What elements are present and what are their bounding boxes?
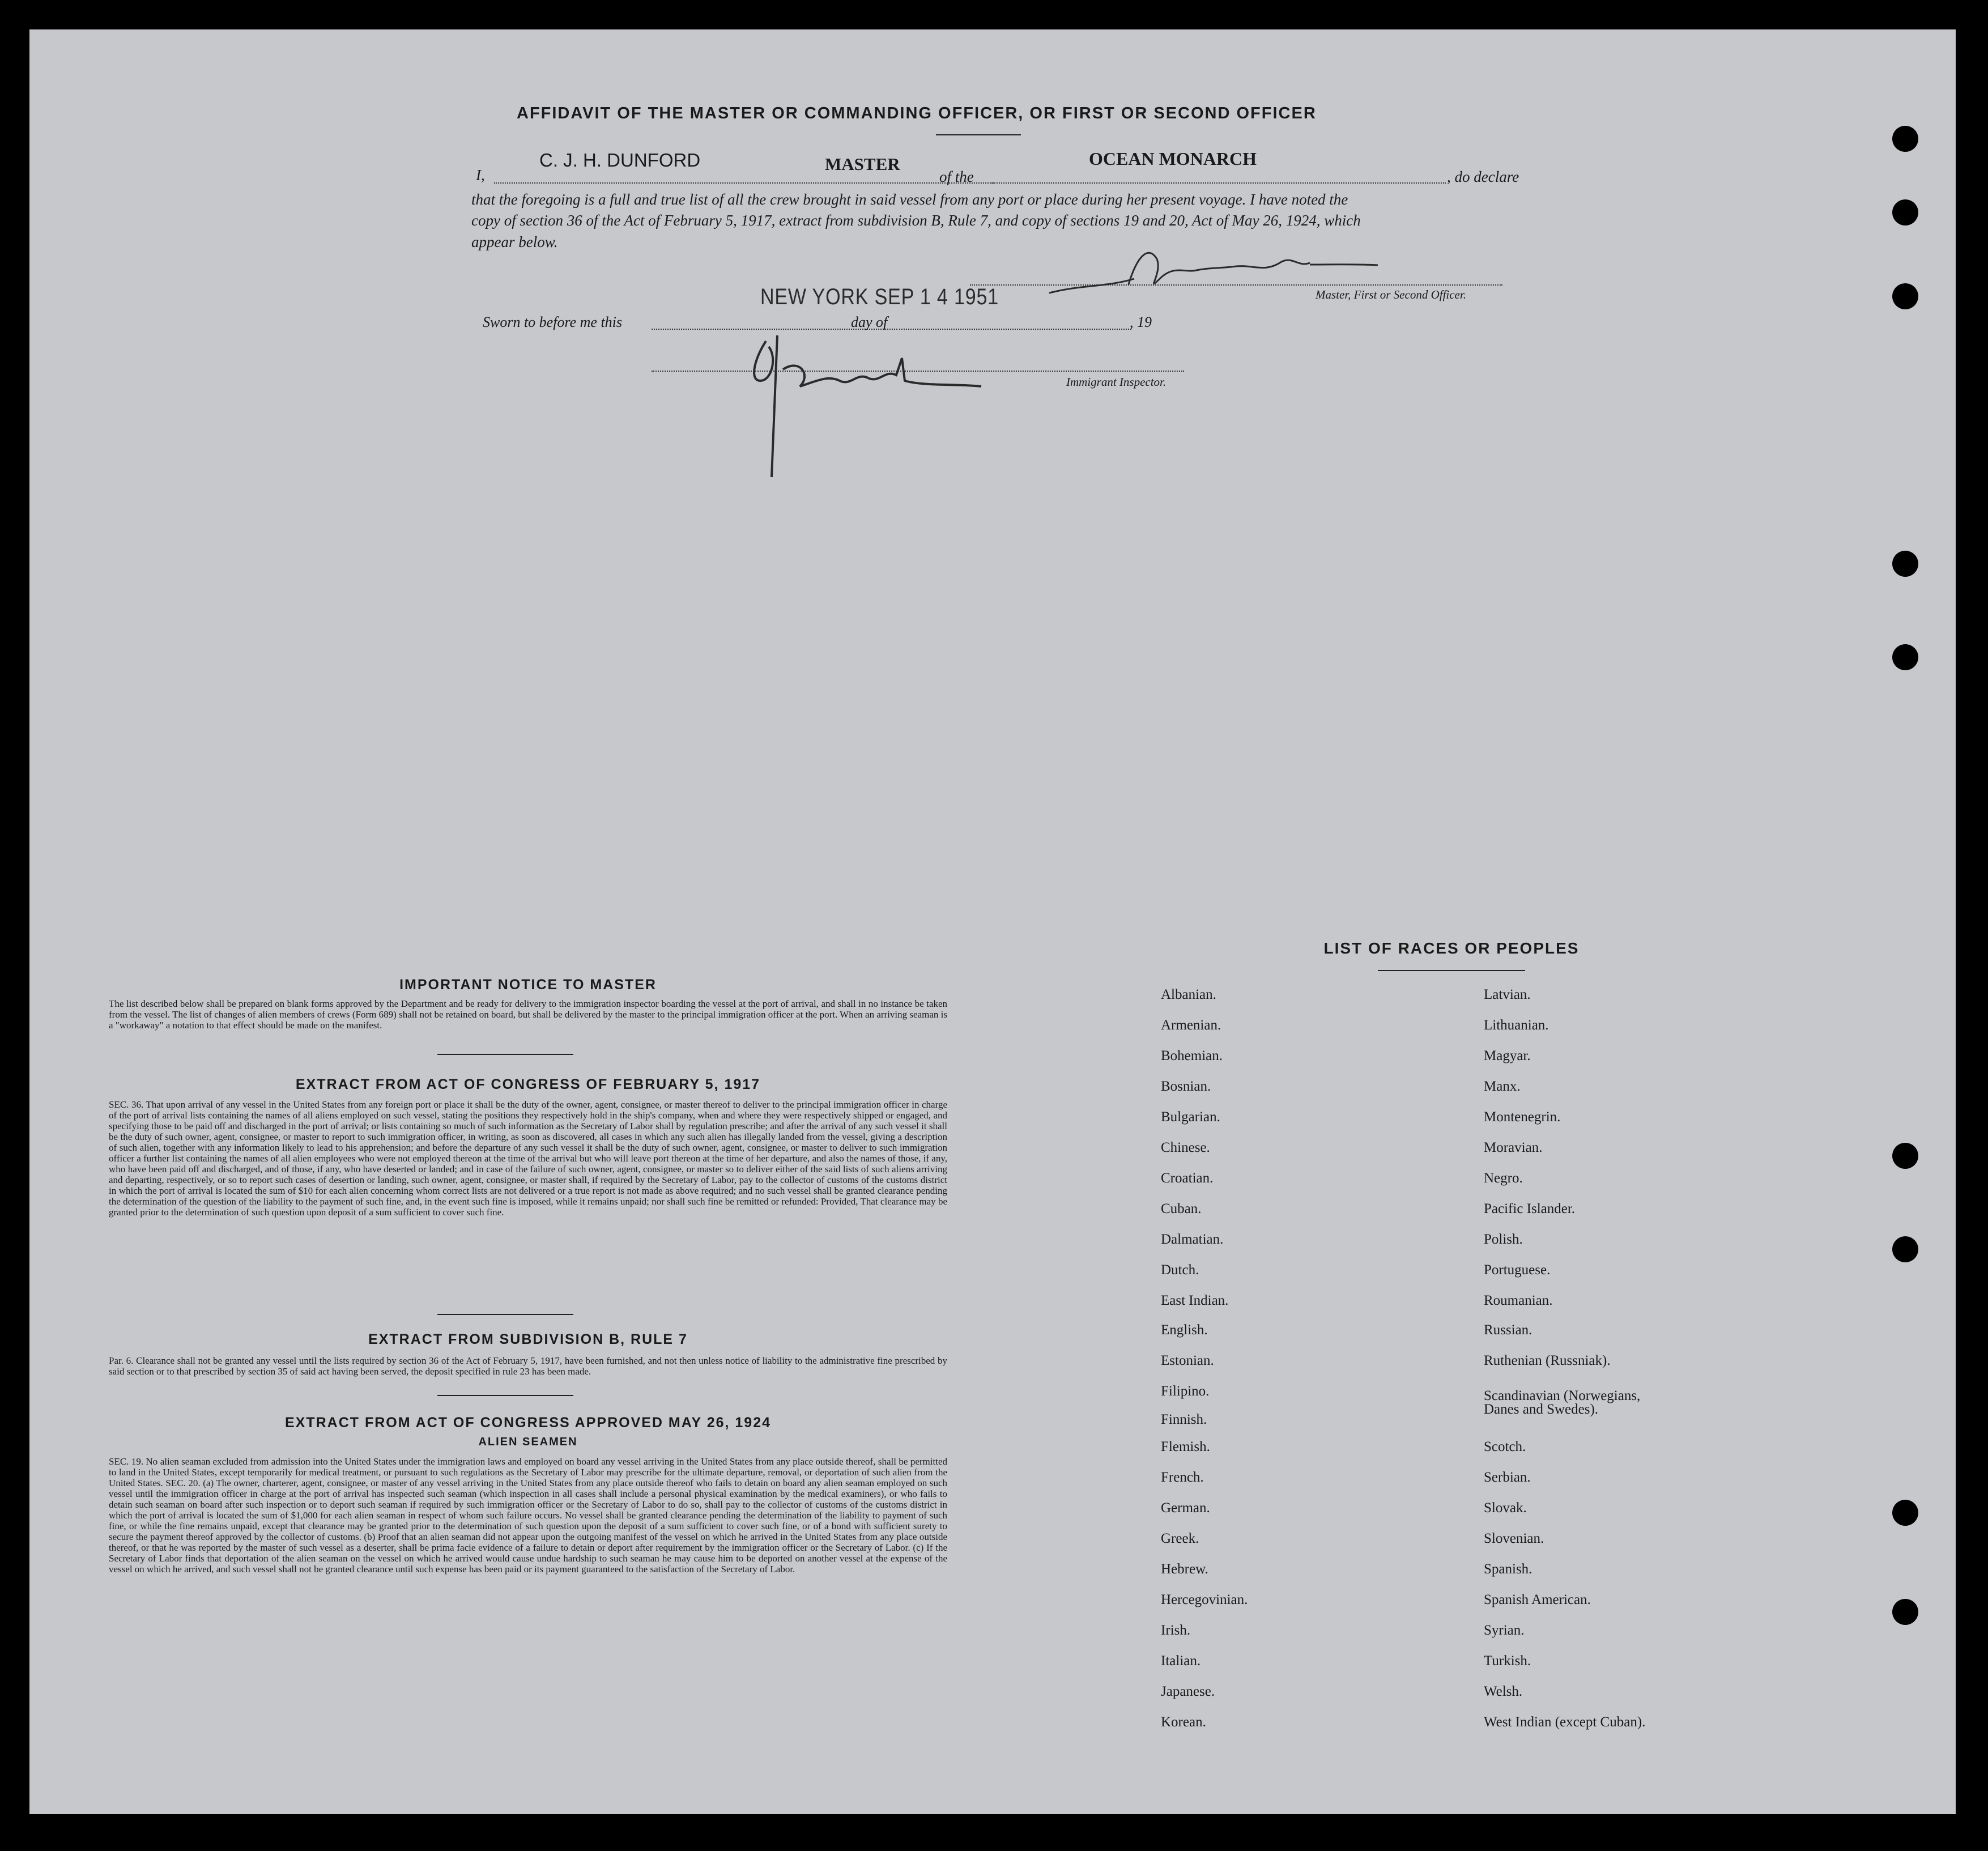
- race-left-item: Croatian.: [1161, 1171, 1214, 1186]
- race-left-item: Hebrew.: [1161, 1561, 1208, 1577]
- race-right-item: Pacific Islander.: [1484, 1201, 1576, 1216]
- race-left-item: German.: [1161, 1500, 1210, 1516]
- vessel-name[interactable]: OCEAN MONARCH: [1089, 148, 1257, 169]
- punch-hole: [1892, 283, 1918, 309]
- date-stamp: NEW YORK SEP 1 4 1951: [760, 284, 999, 309]
- inspector-signature[interactable]: [743, 324, 1004, 483]
- rule7-text: Par. 6. Clearance shall not be granted any vessel until the lists required by section 36 of the Act of February 5, 1917, have been furnished, and not then unless notice of liability to the administrative fine prescribed by said section or to that prescribed by section 35 of said act having been served, the deposit specified in rule 23 has been made.: [109, 1355, 947, 1377]
- race-right-item: Spanish American.: [1484, 1592, 1591, 1607]
- race-right-item: Polish.: [1484, 1232, 1523, 1247]
- punch-hole: [1892, 644, 1918, 670]
- name-dotline: [494, 182, 993, 184]
- master-name[interactable]: C. J. H. DUNFORD: [539, 150, 701, 171]
- extract1917-text: SEC. 36. That upon arrival of any vessel in the United States from any foreign port or place it shall be the duty of the owner, agent, consignee, or master thereof to deliver to the principal immigration officer in charge of the port of arrival lists containing the names of all aliens employed on such vessel, stating the positions they respectively hold in the ship's company, when and where they were respectively shipped or engaged, and specifying those to be paid off and discharged in the port of arrival; or lists containing so much of such information as the Secretary of Labor shall by regulation prescribe; and after the arrival of any such vessel it shall be the duty of such owner, agent, consignee, or master to report to such immigration officer, in writing, as soon as discovered, all cases in which any such alien has illegally landed from the vessel, giving a description of such alien, together with any information likely to lead to his apprehension; and before the departure of any such vessel it shall be the duty of such owner, agent, consignee, or master to deliver to such immigration officer a further list containing the names of all alien employees who were not employed thereon at the time of the arrival but who will leave port thereon at the time of her departure, and also the names of those, if any, who have been paid off and discharged, and of those, if any, who have deserted or landed; and in case of the failure of such owner, agent, consignee, or master so to deliver either of the said lists of such aliens arriving and departing, respectively, or so to report such cases of desertion or landing, such owner, agent, consignee, or master shall, if required by the Secretary of Labor, pay to the collector of customs of the customs district in which the port of arrival is located the sum of $10 for each alien concerning whom correct lists are not delivered or a true report is not made as above required; and no such vessel shall be granted clearance pending the determination of the question of the liability to the payment of such fine, and, in the event such fine is imposed, while it remains unpaid; nor shall such fine be remitted or refunded: Provided, That clearance may be granted prior to the determination of such question upon deposit of a sum sufficient to cover such fine.: [109, 1099, 947, 1218]
- race-left-item: Estonian.: [1161, 1353, 1214, 1368]
- race-left-item: Finnish.: [1161, 1412, 1207, 1427]
- section-rule: [437, 1395, 573, 1396]
- punch-hole: [1892, 126, 1918, 152]
- punch-hole: [1892, 551, 1918, 577]
- race-left-item: Cuban.: [1161, 1201, 1202, 1216]
- sworn-prefix: Sworn to before me this: [483, 314, 623, 330]
- extract1924-text: SEC. 19. No alien seaman excluded from admission into the United States under the immigration laws and employed on board any vessel arriving in the United States from any place outside thereof, shall be permitted to land in the United States, except temporarily for medical treatment, or pursuant to such regulations as the Secretary of Labor may prescribe for the ultimate departure, removal, or deportation of such alien from the United States. SEC. 20. (a) The owner, charterer, agent, consignee, or master of any vessel arriving in the United States from any place outside thereof who fails to detain on board any alien seaman employed on such vessel until the immigration officer in charge at the port of arrival has inspected such seaman (which inspection in all cases shall include a personal physical examination by the medical examiners), or who fails to detain such seaman on board after such inspection or to deport such seaman if required by such immigration officer or the Secretary of Labor to do so, shall pay to the collector of customs of the customs district in which the port of arrival is located the sum of $1,000 for each alien seaman in respect of whom such failure occurs. No vessel shall be granted clearance pending the determination of the liability to payment of such fine, or while the fine remains unpaid, except that clearance may be granted prior to the determination of such question upon the deposit of a sum sufficient to cover such fine, or of a bond with sufficient surety to secure the payment thereof approved by the collector of customs. (b) Proof that an alien seaman did not appear upon the outgoing manifest of the vessel on which he arrived in the United States from any place outside thereof, or that he was reported by the master of such vessel as a deserter, shall be prima facie evidence of a failure to detain or deport after requirement by the immigration officer or the Secretary of Labor. (c) If the Secretary of Labor finds that deportation of the alien seaman on the vessel on which he arrived would cause undue hardship to such seaman he may cause him to be deported on another vessel at the expense of the vessel on which he arrived, and such vessel shall not be granted clearance until such expense has been paid or its payment guaranteed to the satisfaction of the Secretary of Labor.: [109, 1456, 947, 1575]
- master-caption: Master, First or Second Officer.: [1316, 288, 1466, 301]
- race-left-item: Filipino.: [1161, 1384, 1210, 1399]
- inspector-signature-line: [652, 371, 1184, 372]
- race-right-item: Manx.: [1484, 1079, 1521, 1094]
- race-left-item: Hercegovinian.: [1161, 1592, 1248, 1607]
- race-right-item: Moravian.: [1484, 1140, 1543, 1155]
- race-right-item: Turkish.: [1484, 1653, 1531, 1669]
- section-rule: [437, 1054, 573, 1055]
- race-left-item: Italian.: [1161, 1653, 1201, 1669]
- race-left-item: Irish.: [1161, 1623, 1191, 1638]
- race-right-item: Montenegrin.: [1484, 1109, 1561, 1125]
- race-right-item: Portuguese.: [1484, 1262, 1551, 1278]
- races-rule: [1378, 970, 1525, 971]
- vessel-dotline: [993, 182, 1446, 184]
- inspector-caption: Immigrant Inspector.: [1066, 375, 1167, 389]
- punch-hole: [1892, 1599, 1918, 1625]
- section-rule: [437, 1314, 573, 1315]
- punch-hole: [1892, 1236, 1918, 1262]
- punch-hole: [1892, 1143, 1918, 1169]
- race-right-item: Latvian.: [1484, 987, 1531, 1002]
- race-right-item: Scotch.: [1484, 1439, 1526, 1454]
- affidavit-title: AFFIDAVIT OF THE MASTER OR COMMANDING OFFICER, OR FIRST OR SECOND OFFICER: [517, 104, 1317, 122]
- notice-title: IMPORTANT NOTICE TO MASTER: [399, 977, 657, 993]
- races-title: LIST OF RACES OR PEOPLES: [1323, 939, 1580, 957]
- race-right-item: Welsh.: [1484, 1684, 1523, 1699]
- day-of-label: day of: [851, 314, 888, 330]
- race-left-item: East Indian.: [1161, 1293, 1229, 1308]
- race-left-item: Armenian.: [1161, 1018, 1221, 1033]
- race-left-item: Greek.: [1161, 1531, 1199, 1546]
- affidavit-line1-prefix: I,: [476, 167, 485, 184]
- race-left-item: Korean.: [1161, 1714, 1206, 1730]
- race-right-item: Lithuanian.: [1484, 1018, 1549, 1033]
- race-right-item: Ruthenian (Russniak).: [1484, 1353, 1611, 1368]
- race-right-item: Russian.: [1484, 1322, 1532, 1338]
- affidavit-body-line1: that the foregoing is a full and true list of all the crew brought in said vessel from any port or place during her present voyage. I have noted the: [471, 191, 1348, 208]
- race-left-item: Bulgarian.: [1161, 1109, 1220, 1125]
- race-right-item: Slovenian.: [1484, 1531, 1544, 1546]
- race-right-item: Slovak.: [1484, 1500, 1527, 1516]
- race-right-item: Negro.: [1484, 1171, 1523, 1186]
- punch-hole: [1892, 199, 1918, 225]
- punch-hole: [1892, 1500, 1918, 1526]
- race-left-item: Dutch.: [1161, 1262, 1199, 1278]
- extract1924-subtitle: ALIEN SEAMEN: [478, 1436, 578, 1448]
- title-rule: [936, 134, 1021, 135]
- rule7-title: EXTRACT FROM SUBDIVISION B, RULE 7: [368, 1331, 688, 1347]
- race-right-item: Magyar.: [1484, 1048, 1531, 1063]
- master-rank[interactable]: MASTER: [825, 154, 900, 174]
- race-right-item: Scandinavian (Norwegians, Danes and Swedes).: [1484, 1388, 1641, 1417]
- race-left-item: Bosnian.: [1161, 1079, 1211, 1094]
- race-left-item: Dalmatian.: [1161, 1232, 1224, 1247]
- race-right-item: Roumanian.: [1484, 1293, 1553, 1308]
- race-right-item: Spanish.: [1484, 1561, 1532, 1577]
- year-prefix: , 19: [1130, 314, 1152, 330]
- race-right-item: West Indian (except Cuban).: [1484, 1714, 1646, 1730]
- race-left-item: Japanese.: [1161, 1684, 1215, 1699]
- do-declare-label: , do declare: [1447, 168, 1519, 185]
- race-left-item: Albanian.: [1161, 987, 1216, 1002]
- race-left-item: French.: [1161, 1470, 1204, 1485]
- race-left-item: Bohemian.: [1161, 1048, 1223, 1063]
- race-right-item: Serbian.: [1484, 1470, 1531, 1485]
- extract1917-title: EXTRACT FROM ACT OF CONGRESS OF FEBRUARY 5, 1917: [295, 1076, 761, 1092]
- document-sheet: [29, 29, 1956, 1814]
- notice-text: The list described below shall be prepared on blank forms approved by the Department and be ready for delivery to the immigration inspector boarding the vessel at the port of arrival, and shall in no instance be taken from the vessel. The list of changes of alien members of crews (Form 689) shall not be retained on board, but shall be delivered by the master to the principal immigration officer at the port. When an arriving seaman is a "workaway" a notation to that effect should be made on the manifest.: [109, 998, 947, 1031]
- affidavit-body-line3: appear below.: [471, 233, 558, 250]
- extract1924-title: EXTRACT FROM ACT OF CONGRESS APPROVED MAY 26, 1924: [284, 1415, 772, 1431]
- race-left-item: Chinese.: [1161, 1140, 1210, 1155]
- race-right-item: Syrian.: [1484, 1623, 1525, 1638]
- affidavit-body-line2: copy of section 36 of the Act of February 5, 1917, extract from subdivision B, Rule 7, and copy of sections 19 and 20, Act of May 26, 1924, which: [471, 212, 1361, 229]
- of-the-label: of the: [939, 168, 974, 185]
- race-left-item: English.: [1161, 1322, 1208, 1338]
- race-left-item: Flemish.: [1161, 1439, 1210, 1454]
